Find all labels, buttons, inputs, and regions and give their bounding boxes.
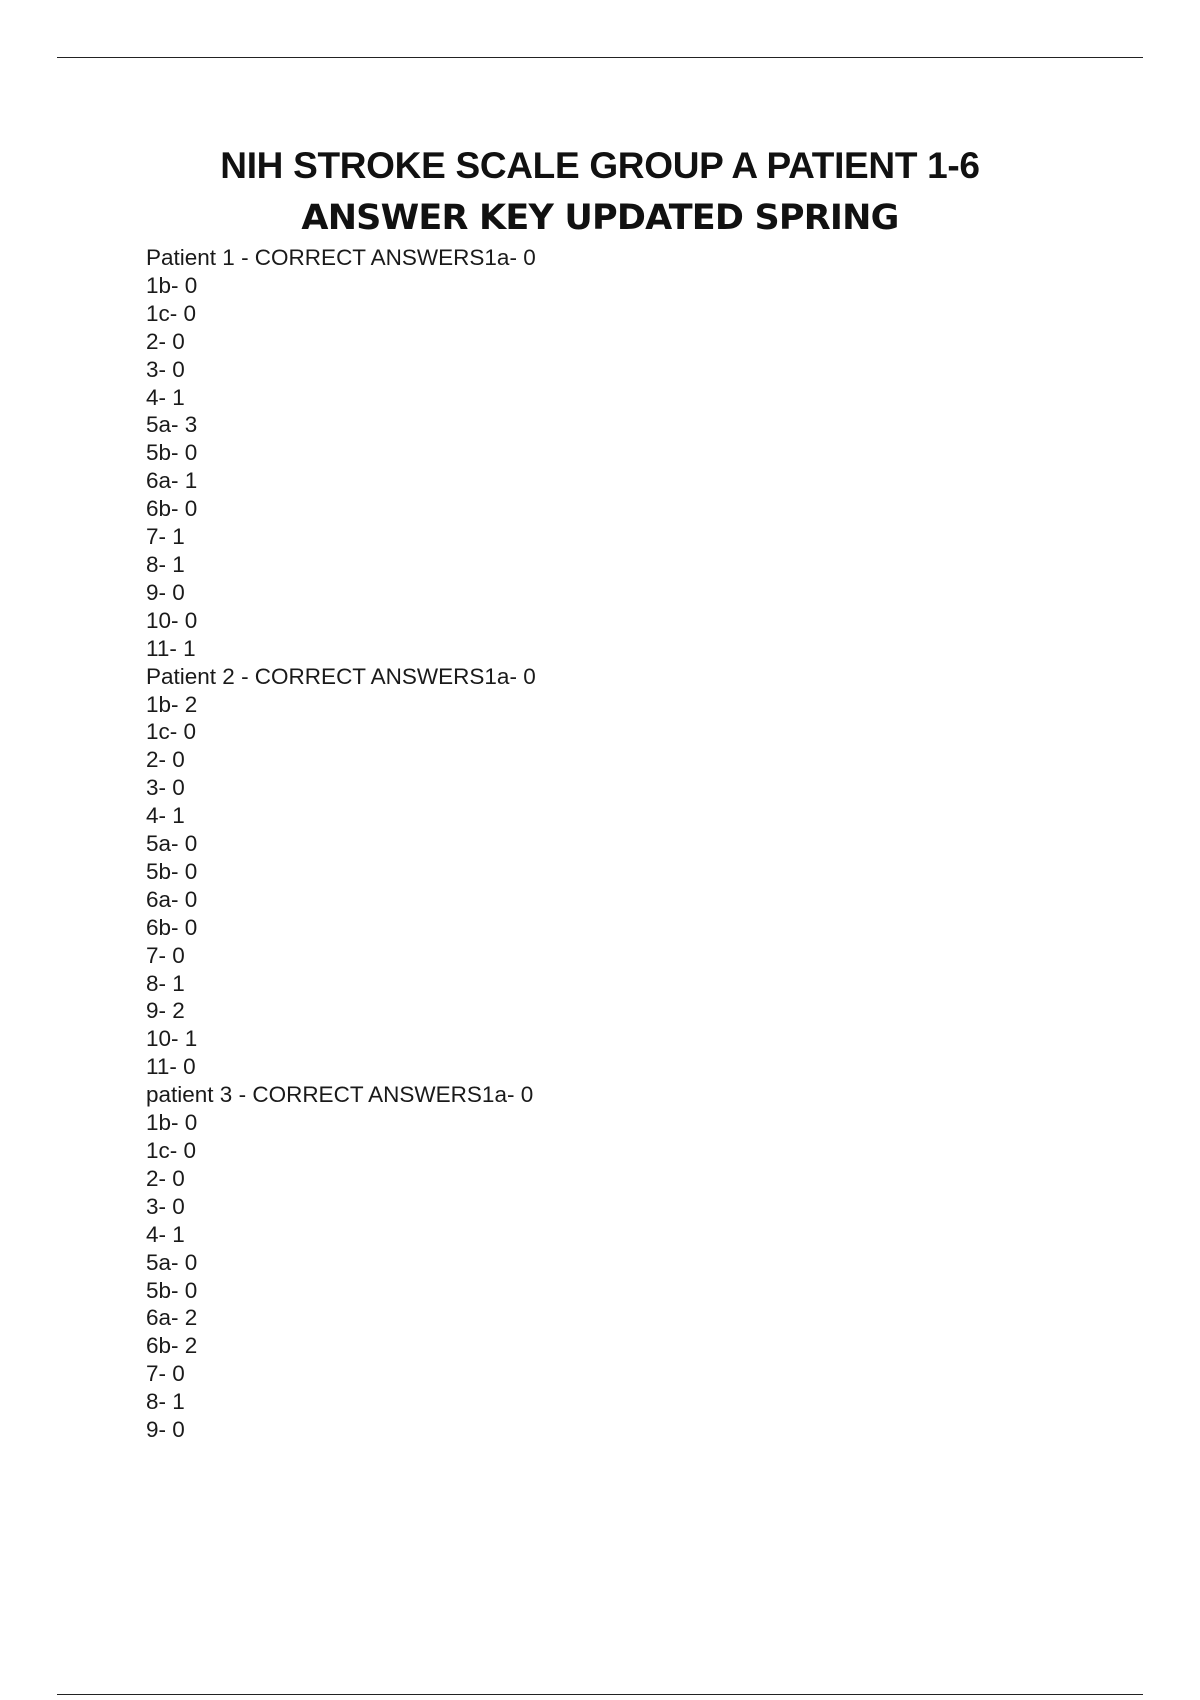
answer-line: 2- 0 (146, 328, 185, 354)
patient-header-line: Patient 1 - CORRECT ANSWERS1a- 0 (146, 245, 536, 270)
answer-line: 6a- 2 (146, 1305, 198, 1331)
answer-line: 6a- 1 (146, 468, 198, 494)
answer-line: 8- 1 (146, 970, 185, 996)
answer-line: 3- 0 (146, 356, 185, 382)
answer-line: 8- 1 (146, 1389, 185, 1415)
answer-line: 5b- 0 (146, 858, 198, 884)
answer-line: 2- 0 (146, 747, 185, 773)
answer-line: 6b- 2 (146, 1333, 198, 1359)
answer-line: 9- 2 (146, 998, 185, 1024)
title-line-1: NIH STROKE SCALE GROUP A PATIENT 1-6 (220, 145, 980, 186)
answer-line: 1b- 2 (146, 691, 198, 717)
answer-line: 1c- 0 (146, 719, 197, 745)
answer-line: 8- 1 (146, 551, 185, 577)
answer-line: 5a- 3 (146, 412, 198, 438)
answer-line: 6a- 0 (146, 886, 198, 912)
answer-line: 11- 1 (146, 635, 196, 661)
answer-line: 7- 1 (146, 524, 185, 550)
answer-line: 10- 1 (146, 1026, 198, 1052)
answer-line: 4- 1 (146, 803, 185, 829)
answer-line: 6b- 0 (146, 496, 198, 522)
answer-line: 7- 0 (146, 1361, 185, 1387)
document-title (0, 140, 1200, 244)
answer-line: 6b- 0 (146, 914, 198, 940)
answer-line: 1b- 0 (146, 1110, 198, 1136)
title-line-2: ANSWER KEY UPDATED SPRING (301, 198, 899, 238)
answer-line: 1c- 0 (146, 300, 197, 326)
answer-line: 1b- 0 (146, 272, 198, 298)
patient-header-line: patient 3 - CORRECT ANSWERS1a- 0 (146, 1082, 534, 1108)
answer-line: 5a- 0 (146, 831, 198, 857)
answer-line: 10- 0 (146, 607, 198, 633)
answer-line: 9- 0 (146, 579, 185, 605)
answer-line: 11- 0 (146, 1054, 196, 1080)
header-rule (57, 57, 1143, 58)
answer-line: 4- 1 (146, 384, 185, 410)
answer-line: 3- 0 (146, 775, 185, 801)
answer-line: 2- 0 (146, 1165, 185, 1191)
answer-line: 1c- 0 (146, 1138, 197, 1163)
answer-line: 5b- 0 (146, 1277, 198, 1303)
answer-line: 3- 0 (146, 1193, 185, 1219)
footer-rule (57, 1694, 1143, 1695)
answer-line: 4- 1 (146, 1221, 185, 1247)
answer-line: 5a- 0 (146, 1249, 198, 1275)
answer-line: 5b- 0 (146, 440, 198, 466)
answer-line: 9- 0 (146, 1417, 185, 1443)
patient-header-line: Patient 2 - CORRECT ANSWERS1a- 0 (146, 663, 536, 689)
answer-list (146, 244, 536, 1444)
answer-line: 7- 0 (146, 942, 185, 968)
